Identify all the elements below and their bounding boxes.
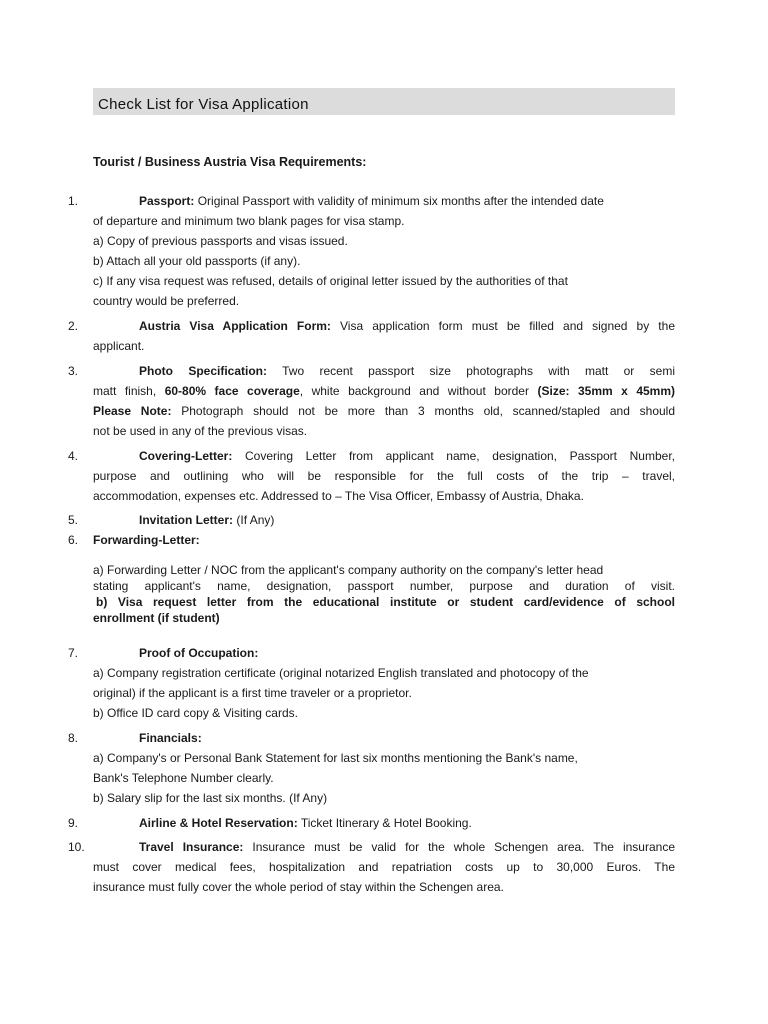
item-text: matt finish, (93, 384, 157, 398)
item-text: Photograph should not be more than 3 months old, scanned/stapled and should (181, 404, 676, 418)
item-body (93, 643, 675, 723)
item-number: 2. (68, 319, 79, 333)
item-text: Insurance must be valid for the whole Schengen area. The insurance (252, 840, 675, 854)
item-body (93, 728, 675, 808)
item-emphasis: (Size: 35mm x 45mm) (537, 384, 675, 398)
item-text: a) Company's or Personal Bank Statement for last six months mentioning the Bank's name, (93, 751, 578, 765)
page-title: Check List for Visa Application (98, 96, 309, 113)
item-text: a) Forwarding Letter / NOC from the applicant's company authority on the company's letter head (93, 563, 604, 577)
item-label: Forwarding-Letter: (93, 533, 200, 547)
item-body (93, 837, 675, 897)
item-body (93, 361, 675, 441)
item-text: accommodation, expenses etc. Addressed to – The Visa Officer, Embassy of Austria, Dhaka. (93, 489, 584, 503)
item-text: Original Passport with validity of minimum six months after the intended date (197, 194, 604, 208)
item-label: Travel Insurance: (139, 840, 244, 854)
item-text: country would be preferred. (93, 294, 240, 308)
item-text: stating applicant's name, designation, passport number, purpose and duration of visit. (93, 579, 675, 593)
item-emphasis: 60-80% face coverage (164, 384, 300, 398)
item-text: a) Copy of previous passports and visas issued. (93, 234, 348, 248)
item-label: Passport: (139, 194, 195, 208)
item-body (93, 813, 675, 833)
title-bar (93, 88, 675, 115)
item-number: 10. (68, 840, 85, 854)
item-label: Proof of Occupation: (139, 646, 259, 660)
item-text: must cover medical fees, hospitalization and repatriation costs up to 30,000 Euros. The (93, 860, 675, 874)
item-number: 5. (68, 513, 79, 527)
item-body (93, 510, 675, 530)
item-text: , white background and without border (299, 384, 529, 398)
item-emphasis: b) Visa request letter from the educational institute or student card/evidence of school (96, 595, 675, 609)
item-number: 6. (68, 533, 79, 547)
item-emphasis: enrollment (if student) (93, 611, 220, 625)
item-text: b) Attach all your old passports (if any). (93, 254, 301, 268)
item-number: 4. (68, 449, 79, 463)
subheading: Tourist / Business Austria Visa Requirements: (93, 155, 367, 169)
item-number: 9. (68, 816, 79, 830)
item-body-subpoints (93, 562, 675, 626)
item-text: Ticket Itinerary & Hotel Booking. (300, 816, 472, 830)
item-number: 1. (68, 194, 79, 208)
item-body (93, 446, 675, 506)
item-text: insurance must fully cover the whole period of stay within the Schengen area. (93, 880, 504, 894)
item-number: 8. (68, 731, 79, 745)
item-label: Austria Visa Application Form: (139, 319, 331, 333)
item-text: Two recent passport size photographs with matt or semi (282, 364, 675, 378)
item-note-label: Please Note: (93, 404, 172, 418)
item-text: of departure and minimum two blank pages for visa stamp. (93, 214, 405, 228)
item-text: (If Any) (236, 513, 275, 527)
item-text: b) Office ID card copy & Visiting cards. (93, 706, 298, 720)
item-label: Financials: (139, 731, 202, 745)
item-label: Covering-Letter: (139, 449, 233, 463)
item-label: Invitation Letter: (139, 513, 234, 527)
item-text: c) If any visa request was refused, details of original letter issued by the authorities of that (93, 274, 568, 288)
item-text: not be used in any of the previous visas. (93, 424, 308, 438)
item-text: Bank's Telephone Number clearly. (93, 771, 274, 785)
item-text: Covering Letter from applicant name, designation, Passport Number, (244, 449, 675, 463)
item-text: b) Salary slip for the last six months. (If Any) (93, 791, 328, 805)
item-text: purpose and outlining who will be responsible for the full costs of the trip – travel, (93, 469, 675, 483)
item-label: Airline & Hotel Reservation: (139, 816, 298, 830)
item-body (93, 530, 675, 550)
item-text: original) if the applicant is a first time traveler or a proprietor. (93, 686, 412, 700)
item-text: a) Company registration certificate (original notarized English translated and photocopy of the (93, 666, 589, 680)
item-number: 3. (68, 364, 79, 378)
item-body (93, 191, 675, 311)
item-body (93, 316, 675, 356)
item-text: applicant. (93, 339, 145, 353)
item-text: Visa application form must be filled and signed by the (340, 319, 675, 333)
item-number: 7. (68, 646, 79, 660)
item-label: Photo Specification: (139, 364, 268, 378)
